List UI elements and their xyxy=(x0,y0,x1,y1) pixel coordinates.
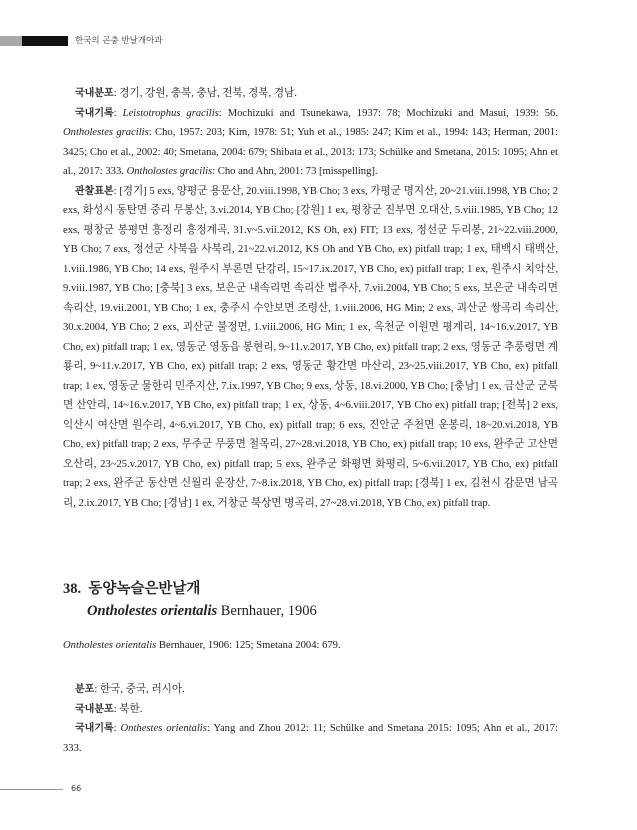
records-sci-name-2: Ontholestes gracilis xyxy=(63,127,149,138)
records-sci-name-1: Leistotrophus gracilis xyxy=(122,107,219,119)
records-text-1: : xyxy=(113,107,123,119)
synonym-line xyxy=(63,636,558,655)
records-text-2: : Mochizuki and Tsunekawa, 1937: 78; Mochizuki and Masui, 1939: 56. xyxy=(218,107,558,119)
distribution xyxy=(63,680,558,700)
distribution-label: 분포 xyxy=(75,684,95,695)
domestic-distribution-label: 국내분포 xyxy=(75,88,114,99)
domestic-distribution-label-2: 국내분포 xyxy=(75,703,114,715)
page-number: 66 xyxy=(71,784,82,793)
records2-text-2: : Yang and Zhou 2012: 11; Schülke and Smetana 2015: 1095; Ahn et al., 2017: 333. xyxy=(63,723,558,754)
header-bar-black xyxy=(22,36,68,46)
species-heading xyxy=(63,578,558,622)
record-block-1 xyxy=(63,84,558,513)
domestic-records-2 xyxy=(63,719,558,758)
specimens-label: 관찰표본 xyxy=(75,185,114,197)
specimens-text: : [경기] 5 exs, 양평군 용문산, 20.viii.1998, YB Cho; 3 exs, 가평군 명지산, 20~21.viii.1998, YB Cho; 2 exs, 화성시 동탄면 중리 무봉산, 3.vi.2014, YB Cho; [강원] 1 ex, 평창군 진부면 오대산, 5.viii.1985, YB Cho; 12 exs, 평창군 봉평면 흥정리 흥정계곡, 31.v~5.vii.2012, KS Oh, ex) FIT; 13 exs, 정선군 두리봉, 21~22.viii.2000, YB Cho; 7 exs, 정선군 사북읍 사북리, 21~22.vi.2012, KS Oh and YB Cho, ex) pitfall trap; 1 ex, 태백시 태백산, 1.viii.1986, YB Cho; 14 exs, 원주시 부론면 단강리, 15~17.ix.2017, YB Cho, ex) pitfall trap; 1 ex, 원주시 치악산, 9.viii.1987, YB Cho; [충북] 3 exs, 보은군 내속리면 속리산 법주사, 7.vii.2004, YB Cho; 5 exs, 보은군 내속리면 속리산, 19.vii.2001, YB Cho; 1 ex, 충주시 수안보면 조령산, 1.viii.2006, HG Min; 2 exs, 괴산군 쌍곡리 속리산, 30.x.2004, YB Cho; 2 exs, 괴산군 불정면, 1.viii.2006, HG Min; 1 ex, 옥천군 이원면 평계리, 14~16.v.2017, YB Cho, ex) pitfall trap; 1 ex, 영동군 영동읍 봉현리, 9~11.v.2017, YB Cho, ex) pitfall trap; 2 exs, 영동군 추풍령면 계룡리, 9~11.v.2017, YB Cho, ex) pitfall trap; 2 exs, 영동군 황간면 마산리, 23~25.viii.2017, YB Cho, ex) pitfall trap; 1 ex, 영동군 물한리 민주지산, 7.ix.1997, YB Cho; 9 exs, 상동, 18.vi.2000, YB Cho; [충남] 1 ex, 금산군 군북면 산안리, 14~16.v.2017, YB Cho, ex) pitfall trap; 1 ex, 상동, 4~6.viii.2017, YB Cho ex) pitfall trap; [전북] 2 exs, 익산시 여산면 원수리, 4~6.vi.2017, YB Cho, ex) pitfall trap; 6 exs, 진안군 주천면 운봉리, 18~20.vi.2018, YB Cho, ex) pitfall trap; 2 exs, 무주군 무풍면 철목리, 27~28.vi.2018, YB Cho, ex) pitfall trap; 10 exs, 완주군 고산면 오산리, 23~25.v.2017, YB Cho, ex) pitfall trap; 5 exs, 완주군 화평면 화평리, 5~6.vii.2017, YB Cho, ex) pitfall trap; 2 exs, 완주군 동산면 신월리 운장산, 7~8.ix.2018, YB Cho, ex) pitfall trap; [경북] 1 ex, 김천시 감문면 남곡리, 2.ix.2017, YB Cho; [경남] 1 ex, 거창군 북상면 병곡리, 27~28.vi.2018, YB Cho, ex) pitfall trap. xyxy=(63,185,558,509)
species-heading-line1 xyxy=(63,578,558,600)
domestic-records-label-2: 국내기록 xyxy=(75,723,114,734)
domestic-distribution-2 xyxy=(63,700,558,720)
records-sci-name-3: Ontholostes gracilis xyxy=(126,166,213,177)
domestic-distribution xyxy=(63,84,558,104)
distribution-text: : 한국, 중국, 러시아. xyxy=(94,684,185,695)
records-text-4: : Cho and Ahn, 2001: 73 [misspelling]. xyxy=(212,166,378,177)
header-bar-grey xyxy=(0,36,22,46)
record-block-2 xyxy=(63,680,558,758)
species-scientific-name: Ontholestes orientalis xyxy=(87,603,218,619)
species-korean-name: 동양녹슬은반날개 xyxy=(88,581,201,597)
species-heading-line2 xyxy=(63,600,558,622)
records-text-3: : Cho, 1957: 203; Kim, 1978: 51; Yuh et al., 1985: 247; Kim et al., 1994: 143; Herman, 2001: 3425; Cho et al., 2002: 40; Smetana, 2004: 679; Shibata et al., 2013: 173; Schülke and Smetana, 2015: 1095; Ahn et al., 2017: 333. xyxy=(63,127,558,177)
domestic-distribution-text-2: : 북한. xyxy=(113,703,143,715)
records2-text-1: : xyxy=(113,723,121,734)
synonym-text: Bernhauer, 1906: 125; Smetana 2004: 679. xyxy=(156,640,341,651)
domestic-distribution-text: : 경기, 강원, 충북, 충남, 전북, 경북, 경남. xyxy=(113,88,297,99)
species-number: 38. xyxy=(63,581,82,597)
species-author: Bernhauer, 1906 xyxy=(220,603,317,619)
domestic-records xyxy=(63,104,558,182)
running-title: 한국의 곤충 반날개아과 xyxy=(75,36,163,46)
synonym-sci-name: Ontholestes orientalis xyxy=(63,640,157,651)
footer-rule xyxy=(0,789,63,790)
domestic-records-label: 국내기록 xyxy=(75,107,114,119)
records2-sci-name: Onthestes orientalis xyxy=(120,723,207,734)
specimens-examined xyxy=(63,182,558,514)
